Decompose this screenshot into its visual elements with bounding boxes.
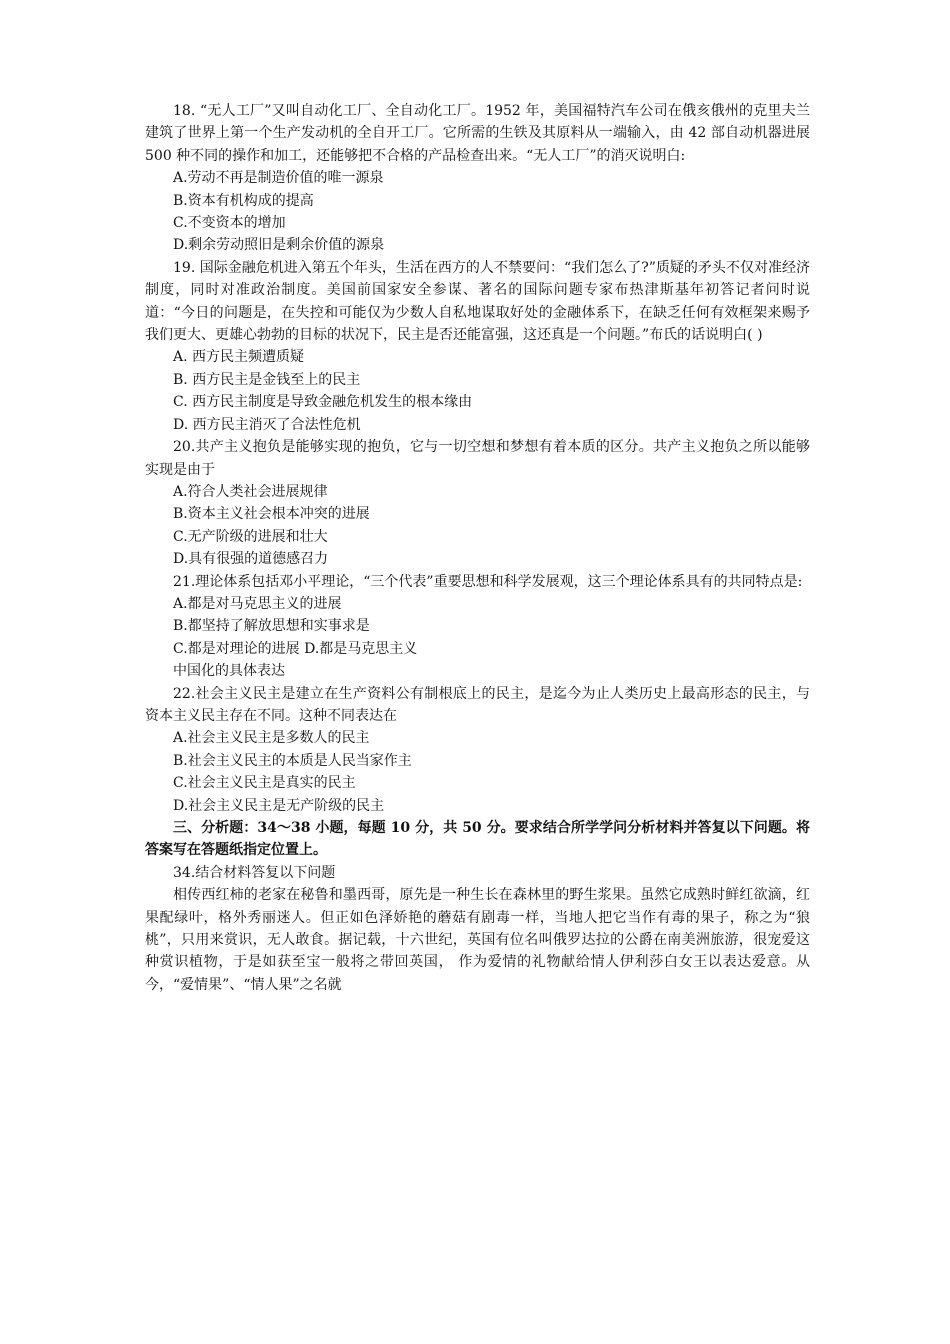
section-3-heading: 三、分析题：34～38 小题，每题 10 分，共 50 分。要求结合所学学问分析材料并答复以下问题。将答案写在答题纸指定位置上。 <box>145 820 810 859</box>
document-body <box>145 100 810 996</box>
question-21-option-d-continued: 中国化的具体表达 <box>173 663 285 680</box>
question-21-stem: 21.理论体系包括邓小平理论，“三个代表”重要思想和科学发展观，这三个理论体系具有的共同特点是: <box>173 573 803 590</box>
question-20-option-b: B.资本主义社会根本冲突的进展 <box>173 506 370 523</box>
question-18-option-c: C.不变资本的增加 <box>173 215 286 232</box>
question-21-option-a: A.都是对马克思主义的进展 <box>173 595 342 612</box>
question-34-material: 相传西红柿的老家在秘鲁和墨西哥，原先是一种生长在森林里的野生浆果。虽然它成熟时鲜红欲滴，红果配绿叶，格外秀丽迷人。但正如色泽娇艳的蘑菇有剧毒一样，当地人把它当作有毒的果子，称之为“狼桃”，只用来赏识，无人敢食。据记载，十六世纪，英国有位名叫俄罗达拉的公爵在南美洲旅游，很宠爱这种赏识植物，于是如获至宝一般将之带回英国， 作为爱情的礼物献给情人伊利莎白女王以表达爱意。从今，“爱情果”、“情人果”之名就 <box>145 887 810 993</box>
question-22-option-b: B.社会主义民主的本质是人民当家作主 <box>173 752 412 769</box>
question-34-stem: 34.结合材料答复以下问题 <box>173 864 336 881</box>
question-22-option-c: C.社会主义民主是真实的民主 <box>173 775 356 792</box>
question-19-option-b: B. 西方民主是金钱至上的民主 <box>173 371 361 388</box>
question-18-option-d: D.剩余劳动照旧是剩余价值的源泉 <box>173 237 385 254</box>
question-20-option-c: C.无产阶级的进展和壮大 <box>173 528 328 545</box>
question-19-option-c: C. 西方民主制度是导致金融危机发生的根本缘由 <box>173 394 473 411</box>
question-22-stem: 22.社会主义民主是建立在生产资料公有制根底上的民主，是迄今为止人类历史上最高形态的民主，与资本主义民主存在不同。这种不同表达在 <box>145 685 810 724</box>
question-20-option-a: A.符合人类社会进展规律 <box>173 483 328 500</box>
question-19-stem: 19. 国际金融危机进入第五个年头，生活在西方的人不禁要问：“我们怎么了?”质疑的矛头不仅对准经济制度，同时对准政治制度。美国前国家安全参谋、著名的国际问题专家布热津斯基年初答记者问时说道：“今日的问题是，在失控和可能仅为少数人自私地谋取好处的金融体系下，在缺乏任何有效框架来赐予我们更大、更雄心勃勃的目标的状况下，民主是否还能富强，这还真是一个问题。”布氏的话说明白( ) <box>145 259 810 344</box>
question-19-option-a: A. 西方民主频遭质疑 <box>173 349 305 366</box>
question-22-option-a: A.社会主义民主是多数人的民主 <box>173 730 370 747</box>
question-18-stem: 18. “无人工厂”又叫自动化工厂、全自动化工厂。1952 年，美国福特汽车公司在俄亥俄州的克里夫兰建筑了世界上第一个生产发动机的全自开工厂。它所需的生铁及其原料从一端输入，由 42 部自动机器进展 500 种不同的操作和加工，还能够把不合格的产品检查出来。“无人工厂”的消灭说明白: <box>145 103 810 164</box>
question-21-option-b: B.都坚持了解放思想和实事求是 <box>173 618 370 635</box>
question-20-stem: 20.共产主义抱负是能够实现的抱负，它与一切空想和梦想有着本质的区分。共产主义抱负之所以能够实现是由于 <box>145 439 810 478</box>
question-18-option-b: B.资本有机构成的提高 <box>173 192 314 209</box>
question-20-option-d: D.具有很强的道德感召力 <box>173 551 329 568</box>
question-22-option-d: D.社会主义民主是无产阶级的民主 <box>173 797 385 814</box>
question-18-option-a: A.劳动不再是制造价值的唯一源泉 <box>173 170 384 187</box>
question-21-option-c-d: C.都是对理论的进展 D.都是马克思主义 <box>173 640 418 657</box>
question-19-option-d: D. 西方民主消灭了合法性危机 <box>173 416 361 433</box>
